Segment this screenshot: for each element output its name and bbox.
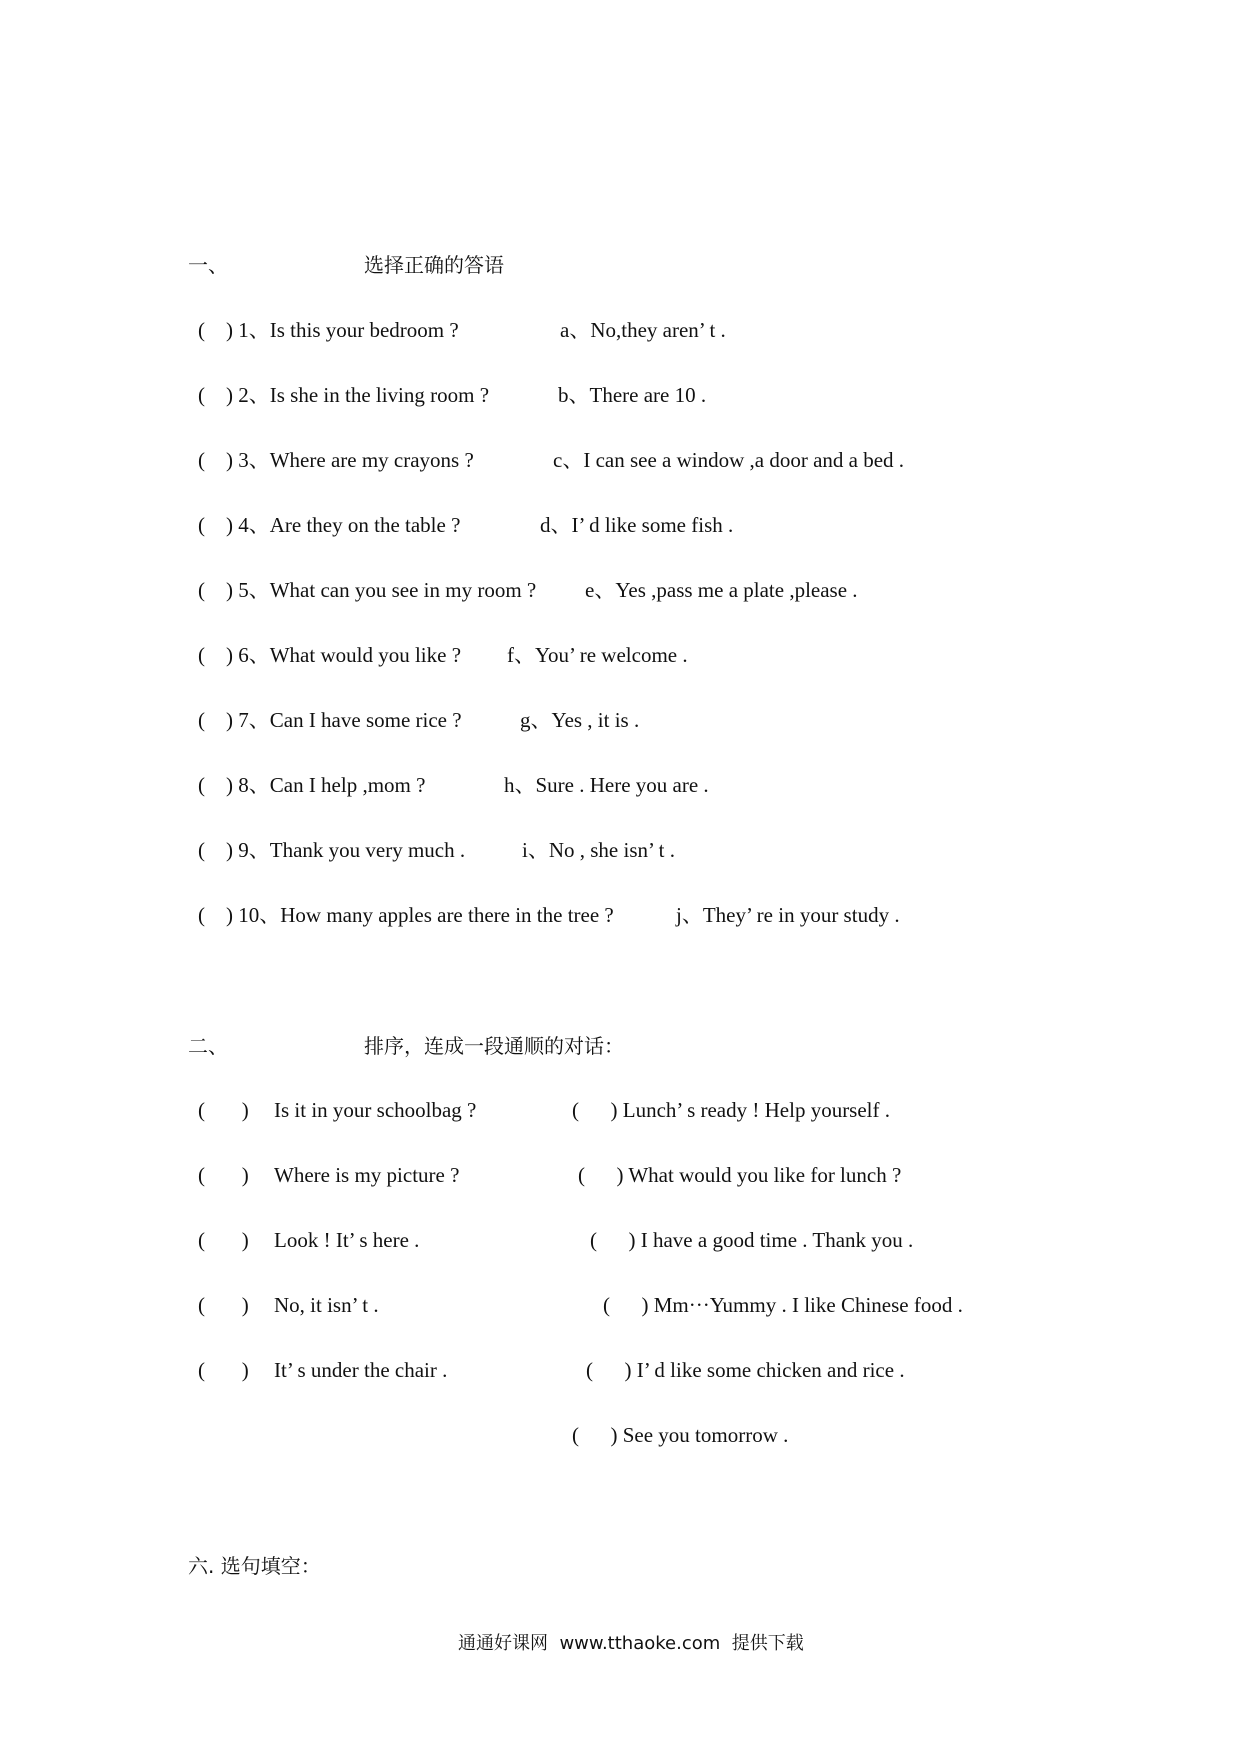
right-line-1: ( ) Lunch’ s ready ! Help yourself . [572, 1098, 891, 1122]
answer-a: a、No,they aren’ t . [560, 318, 726, 342]
left-blank-2: ( ) [198, 1163, 249, 1187]
left-line-1: Is it in your schoolbag ? [274, 1098, 477, 1122]
answer-c: c、I can see a window ,a door and a bed . [553, 448, 905, 472]
left-blank-3: ( ) [198, 1228, 249, 1252]
question-10: ( ) 10、How many apples are there in the tree ? [198, 903, 614, 927]
left-line-4: No, it isn’ t . [274, 1293, 379, 1317]
left-blank-4: ( ) [198, 1293, 249, 1317]
right-line-6: ( ) See you tomorrow . [572, 1423, 789, 1447]
left-blank-5: ( ) [198, 1358, 249, 1382]
section6-title: 六. 选句填空： [188, 1554, 321, 1578]
question-3: ( ) 3、Where are my crayons ? [198, 448, 474, 472]
right-line-4: ( ) Mm···Yummy . I like Chinese food . [603, 1293, 963, 1317]
left-blank-1: ( ) [198, 1098, 249, 1122]
right-line-5: ( ) I’ d like some chicken and rice . [586, 1358, 905, 1382]
right-line-3: ( ) I have a good time . Thank you . [590, 1228, 914, 1252]
answer-b: b、There are 10 . [558, 383, 707, 407]
answer-d: d、I’ d like some fish . [540, 513, 734, 537]
question-8: ( ) 8、Can I help ,mom ? [198, 773, 426, 797]
section1-title: 选择正确的答语 [364, 253, 504, 277]
question-6: ( ) 6、What would you like ? [198, 643, 462, 667]
left-line-5: It’ s under the chair . [274, 1358, 448, 1382]
answer-i: i、No , she isn’ t . [522, 838, 676, 862]
question-2: ( ) 2、Is she in the living room ? [198, 383, 490, 407]
answer-j: j、They’ re in your study . [676, 903, 900, 927]
question-7: ( ) 7、Can I have some rice ? [198, 708, 462, 732]
answer-f: f、You’ re welcome . [507, 643, 688, 667]
answer-h: h、Sure . Here you are . [504, 773, 709, 797]
left-line-3: Look ! It’ s here . [274, 1228, 420, 1252]
right-line-2: ( ) What would you like for lunch ? [578, 1163, 902, 1187]
footer-text: 通通好课网 www.tthaoke.com 提供下载 [458, 1633, 804, 1654]
question-1: ( ) 1、Is this your bedroom ? [198, 318, 459, 342]
question-9: ( ) 9、Thank you very much . [198, 838, 466, 862]
section2-title: 排序，连成一段通顺的对话： [364, 1034, 624, 1058]
answer-e: e、Yes ,pass me a plate ,please . [585, 578, 858, 602]
section1-number: 一、 [188, 253, 228, 277]
answer-g: g、Yes , it is . [520, 708, 640, 732]
section2-number: 二、 [188, 1034, 228, 1058]
question-4: ( ) 4、Are they on the table ? [198, 513, 461, 537]
left-line-2: Where is my picture ? [274, 1163, 460, 1187]
question-5: ( ) 5、What can you see in my room ? [198, 578, 537, 602]
